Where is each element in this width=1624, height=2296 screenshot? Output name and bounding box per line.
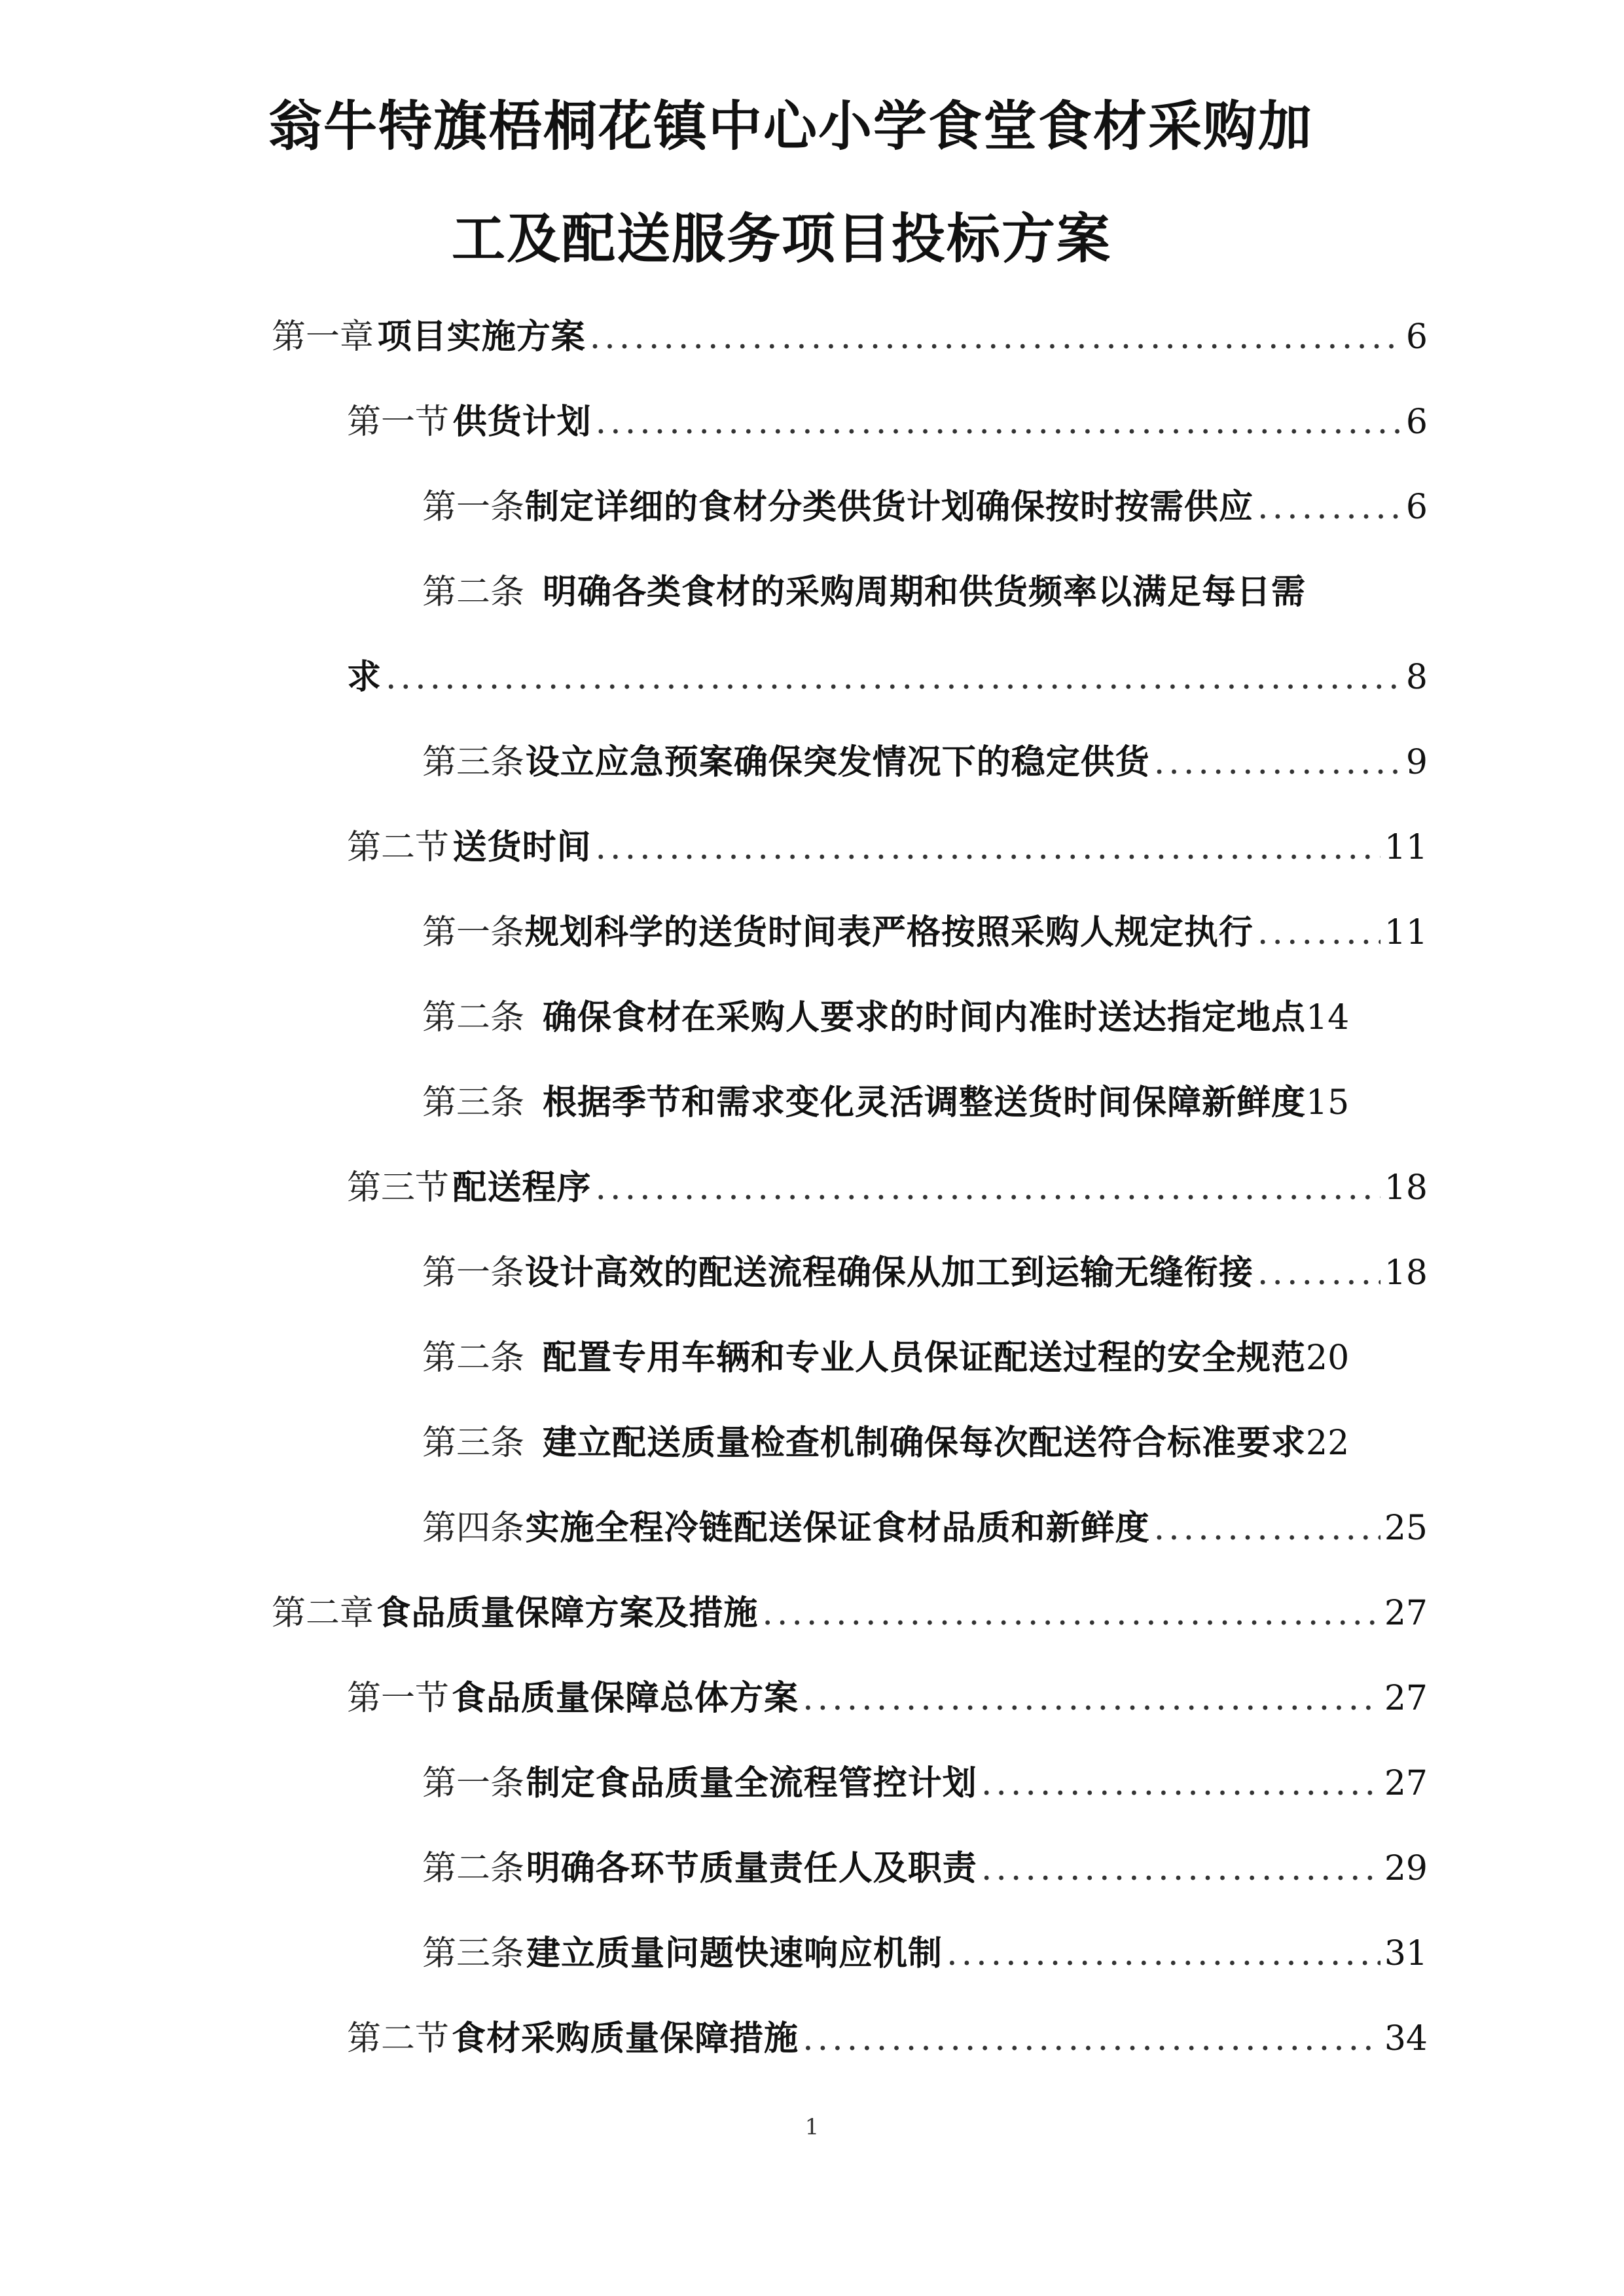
toc-label: 第一章 [272, 317, 374, 357]
toc-text: 食品质量保障总体方案 [452, 1679, 799, 1718]
toc-entry-article[interactable] [422, 736, 1428, 789]
toc-leader [762, 1587, 1380, 1640]
toc-label: 第三条 [422, 1083, 525, 1122]
toc-text: 食品质量保障方案及措施 [376, 1594, 759, 1633]
toc-text: 食材采购质量保障措施 [452, 2019, 799, 2058]
toc-leader [596, 396, 1402, 448]
toc-leader [596, 1162, 1380, 1214]
toc-text: 设立应急预案确保突发情况下的稳定供货 [525, 743, 1150, 782]
toc-text: 配置专用车辆和专业人员保证配送过程的安全规范 [543, 1338, 1307, 1378]
toc-text: 规划科学的送货时间表严格按照采购人规定执行 [524, 913, 1254, 952]
toc-leader [803, 1672, 1380, 1725]
toc-entry-article[interactable] [422, 1502, 1428, 1554]
toc-leader [981, 1757, 1380, 1810]
toc-page: 8 [1405, 658, 1428, 697]
toc-entry-article[interactable] [422, 992, 1441, 1044]
toc-label: 第二条 [422, 573, 525, 612]
toc-text: 根据季节和需求变化灵活调整送货时间保障新鲜度 [543, 1083, 1307, 1122]
toc-entry-article[interactable] [422, 1842, 1428, 1895]
toc-entry-article[interactable] [422, 566, 1428, 619]
toc-entry-article[interactable] [422, 1247, 1428, 1299]
toc-page: 18 [1384, 1253, 1428, 1293]
toc-entry-article[interactable] [422, 1757, 1428, 1810]
toc-entry-article[interactable] [422, 481, 1428, 533]
toc-entry-chapter[interactable] [272, 1587, 1428, 1640]
toc-entry-section[interactable] [347, 1672, 1428, 1725]
toc-label: 第三条 [422, 743, 525, 782]
toc-text: 建立配送质量检查机制确保每次配送符合标准要求 [543, 1424, 1307, 1463]
toc-leader [590, 311, 1402, 363]
page-number: 1 [804, 2114, 820, 2140]
toc-label: 第一条 [422, 488, 525, 527]
toc-leader [386, 651, 1402, 704]
toc-text: 确保食材在采购人要求的时间内准时送达指定地点 [543, 998, 1307, 1037]
toc-leader [1257, 1247, 1380, 1299]
toc-text: 设计高效的配送流程确保从加工到运输无缝衔接 [524, 1253, 1254, 1293]
toc-entry-section[interactable] [347, 1162, 1428, 1214]
toc-entry-article[interactable] [422, 1332, 1441, 1384]
toc-label: 第一节 [347, 1679, 450, 1718]
toc-label: 第二条 [422, 1849, 525, 1888]
toc-text: 建立质量问题快速响应机制 [526, 1934, 943, 1973]
toc-page: 27 [1384, 1679, 1428, 1718]
toc-text-continued: 求 [347, 658, 382, 697]
toc-page: 11 [1384, 828, 1428, 867]
toc-text: 供货计划 [452, 403, 592, 442]
toc-entry-section[interactable] [347, 396, 1428, 448]
toc-page: 6 [1405, 403, 1428, 442]
toc-text: 制定详细的食材分类供货计划确保按时按需供应 [525, 488, 1254, 527]
toc-page: 29 [1384, 1849, 1428, 1888]
toc-page: 9 [1405, 743, 1428, 782]
toc-label: 第一条 [422, 1253, 525, 1293]
toc-entry-section[interactable] [347, 2013, 1428, 2065]
toc-text: 制定食品质量全流程管控计划 [526, 1764, 977, 1803]
toc-entry-article[interactable] [422, 1928, 1428, 1980]
toc-label: 第一条 [422, 913, 525, 952]
toc-label: 第三条 [422, 1424, 525, 1463]
toc-entry-section[interactable] [347, 821, 1428, 874]
toc-label: 第三条 [422, 1934, 525, 1973]
document-title-line-2: 工及配送服务项目投标方案 [452, 208, 1112, 270]
toc-label: 第一条 [422, 1764, 525, 1803]
toc-page: 18 [1384, 1168, 1428, 1208]
toc-leader [981, 1842, 1380, 1895]
toc-label: 第二条 [422, 998, 525, 1037]
toc-label: 第二章 [272, 1594, 374, 1633]
toc-text: 明确各类食材的采购周期和供货频率以满足每日需 [543, 573, 1307, 612]
toc-page: 6 [1405, 317, 1428, 357]
toc-leader [1154, 736, 1402, 789]
toc-leader [1257, 906, 1380, 959]
toc-text: 配送程序 [452, 1168, 592, 1208]
toc-page: 6 [1405, 488, 1428, 527]
toc-text: 明确各环节质量责任人及职责 [526, 1849, 977, 1888]
toc-label: 第二节 [347, 2019, 450, 2058]
toc-page: 34 [1384, 2019, 1428, 2058]
toc-leader [947, 1928, 1380, 1980]
toc-leader [1257, 481, 1402, 533]
toc-leader [803, 2013, 1380, 2065]
toc-entry-article[interactable] [422, 906, 1428, 959]
toc-page: 31 [1384, 1934, 1428, 1973]
toc-entry-chapter[interactable] [272, 311, 1428, 363]
toc-page: 25 [1384, 1509, 1428, 1548]
toc-label: 第二节 [347, 828, 450, 867]
toc-leader [596, 821, 1380, 874]
toc-entry-article[interactable] [422, 1417, 1441, 1469]
toc-label: 第二条 [422, 1338, 525, 1378]
toc-label: 第四条 [422, 1509, 525, 1548]
toc-page: 11 [1384, 913, 1428, 952]
toc-page: 27 [1384, 1764, 1428, 1803]
toc-entry-article[interactable] [422, 1077, 1441, 1129]
toc-text: 送货时间 [452, 828, 592, 867]
toc-page: 15 [1306, 1083, 1350, 1122]
toc-page: 20 [1306, 1338, 1350, 1378]
toc-label: 第三节 [347, 1168, 450, 1208]
toc-page: 27 [1384, 1594, 1428, 1633]
toc-page: 22 [1306, 1424, 1350, 1463]
toc-label: 第一节 [347, 403, 450, 442]
document-title-line-1: 翁牛特旗梧桐花镇中心小学食堂食材采购加 [268, 96, 1314, 158]
toc-page: 14 [1306, 998, 1350, 1037]
toc-leader [1154, 1502, 1380, 1554]
toc-text: 项目实施方案 [377, 317, 586, 357]
toc-entry-article-continued[interactable] [347, 651, 1428, 704]
toc-text: 实施全程冷链配送保证食材品质和新鲜度 [525, 1509, 1150, 1548]
